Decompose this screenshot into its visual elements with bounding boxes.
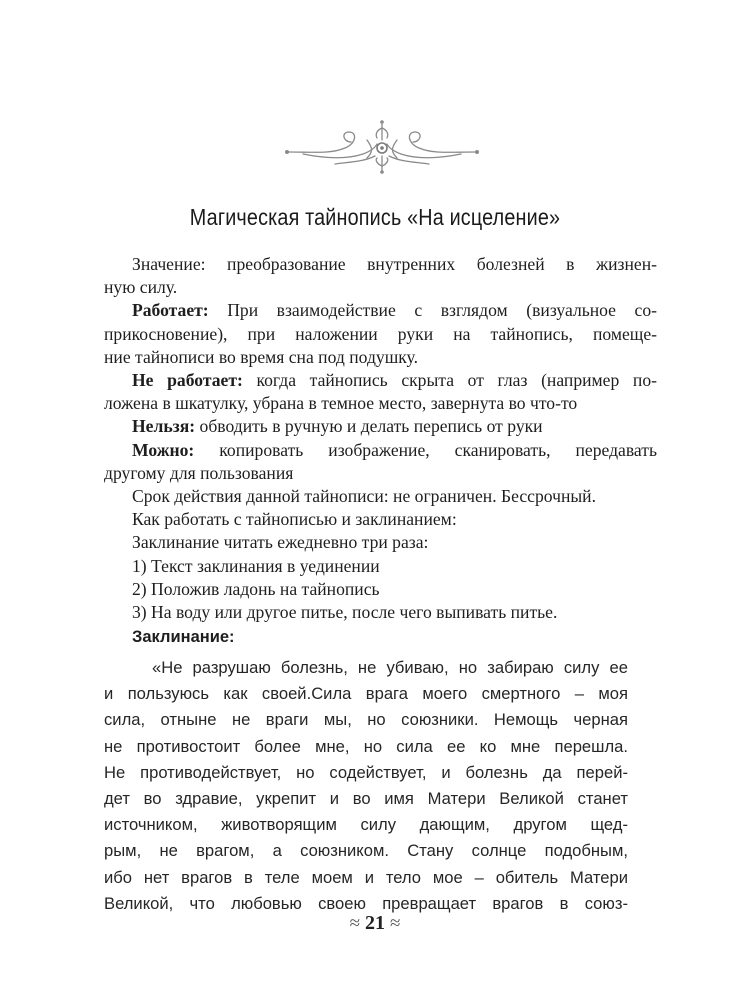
spell-line: Не противодействует, но содействует, и болезнь да перей- xyxy=(104,762,628,782)
spell-heading: Заклинание: xyxy=(132,628,235,646)
not-works-text-1: когда тайнопись скрыта от глаз (например по- xyxy=(242,370,657,391)
allowed-label: Можно: xyxy=(132,439,195,460)
page-title: Магическая тайнопись «На исцеление» xyxy=(189,204,561,230)
page-number-value: 21 xyxy=(365,912,385,934)
list-item: 1) Текст заклинания в уединении xyxy=(132,555,380,576)
instructions-body xyxy=(104,253,657,624)
works-text-1: При взаимодействие с взглядом (визуальное со- xyxy=(208,300,657,321)
not-works-line-2: ложена в шкатулку, убрана в темное место, завернута во что-то xyxy=(104,393,578,414)
spell-line: источником, животворящим силу дающим, другом щед- xyxy=(104,815,628,835)
list-item: 2) Положив ладонь на тайнопись xyxy=(132,578,380,599)
spell-line: и пользуюсь как своей.Сила врага моего смертного – моя xyxy=(104,684,628,704)
how-to-line: Как работать с тайнописью и заклинанием: xyxy=(132,509,457,530)
spell-line: рым, не врагом, а союзником. Стану солнце подобным, xyxy=(104,841,628,861)
works-line-2: прикосновение), при наложении руки на тайнопись, помеще- xyxy=(104,323,657,344)
meaning-line-1: Значение: преобразование внутренних болезней в жизнен- xyxy=(132,254,657,274)
allowed-line-1 xyxy=(104,439,657,462)
works-label: Работает: xyxy=(132,300,209,321)
spell-line: Великой, что любовью своею превращает врагов в союз- xyxy=(104,893,628,913)
spell-line: «Не разрушаю болезнь, не убиваю, но забираю силу ее xyxy=(152,658,628,677)
spell-line: дет во здравие, укрепит и во имя Матери Великой станет xyxy=(104,789,628,809)
spell-line: не противостоит более мне, но сила ее ко мне перешла. xyxy=(104,736,628,756)
spell-line: ибо нет врагов в теле моем и тело мое – обитель Матери xyxy=(104,867,628,887)
wave-ornament-right: ≈ xyxy=(390,913,401,934)
forbidden-text: обводить в ручную и делать перепись от руки xyxy=(195,416,543,437)
works-line-3: ние тайнописи во время сна под подушку. xyxy=(104,346,418,367)
spell-line: сила, отныне не враги мы, но союзники. Немощь черная xyxy=(104,710,628,730)
spell-text xyxy=(104,655,628,917)
forbidden-label: Нельзя: xyxy=(132,416,196,437)
allowed-text-1: копировать изображение, сканировать, передавать xyxy=(194,439,657,460)
not-works-label: Не работает: xyxy=(132,370,243,391)
decorative-flourish-icon xyxy=(283,118,481,174)
meaning-line-2: ную силу. xyxy=(104,277,178,298)
wave-ornament-left: ≈ xyxy=(349,913,360,934)
validity-line: Срок действия данной тайнописи: не ограничен. Бессрочный. xyxy=(132,486,596,507)
page-number xyxy=(0,912,750,935)
not-works-line-1 xyxy=(104,369,657,392)
allowed-line-2: другому для пользования xyxy=(104,462,294,483)
read-daily-line: Заклинание читать ежедневно три раза: xyxy=(132,532,429,553)
list-item: 3) На воду или другое питье, после чего выпивать питье. xyxy=(132,602,558,623)
works-line-1 xyxy=(104,299,657,322)
forbidden-line xyxy=(104,415,657,438)
